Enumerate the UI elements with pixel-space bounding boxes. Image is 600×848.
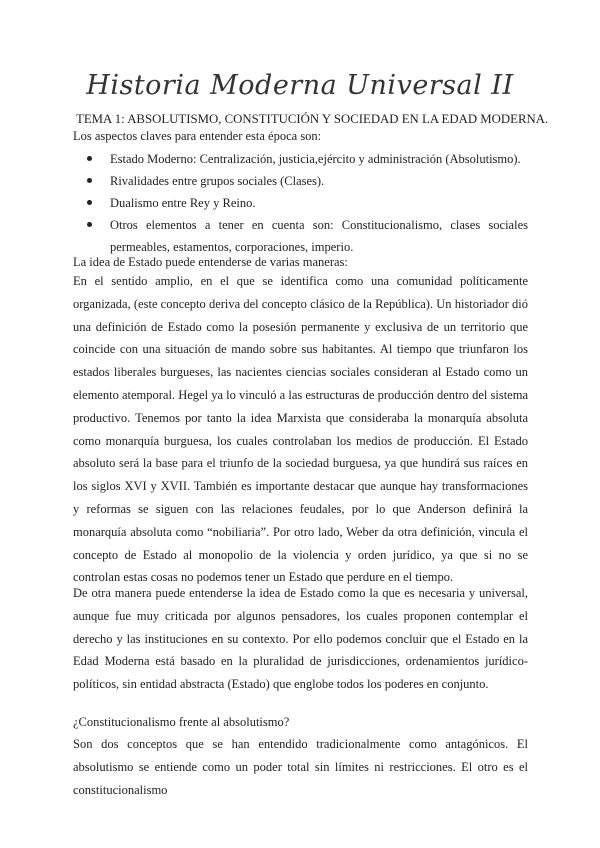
list-item [73, 170, 528, 192]
paragraph-constitutionalism: Son dos conceptos que se han entendido tradicionalmente como antagónicos. El absolutismo se entiende como un poder total sin límites ni restricciones. El otro es el constitucionalismo [73, 737, 528, 797]
list-item-text: Otros elementos a tener en cuenta son: Constitucionalismo, clases sociales permeables, estamentos, corporaciones, imperio. [110, 218, 528, 254]
list-item [73, 148, 528, 170]
intro-line: Los aspectos claves para entender esta época son: [73, 129, 322, 143]
key-aspects-list [73, 148, 528, 258]
paragraph-state-universal: De otra manera puede entenderse la idea de Estado como la que es necesaria y universal, aunque fue muy criticada por algunos pensadores, los cuales proponen contemplar el derecho y las instituciones en su contexto. Por ello podemos concluir que el Estado en la Edad Moderna está basado en la pluralidad de jurisdicciones, ordenamientos jurídico-políticos, sin entidad abstracta (Estado) que englobe todos los poderes en conjunto. [73, 586, 528, 692]
bullet-icon [87, 222, 92, 227]
list-item-text: Rivalidades entre grupos sociales (Clases). [110, 174, 325, 188]
list-item-text: Dualismo entre Rey y Reino. [110, 196, 256, 210]
document-title: Historia Moderna Universal II [86, 70, 514, 101]
bullet-icon [87, 156, 92, 161]
paragraph-state-definitions: En el sentido amplio, en el que se identifica como una comunidad políticamente organizada, (este concepto deriva del concepto clásico de la República). Un historiador dió una definición de Estado como la posesión permanente y exclusiva de un territorio que coincide con una situación de mando sobre sus habitantes. Al tiempo que triunfaron los estados liberales burgueses, las nacientes ciencias sociales consideran al Estado como un elemento atemporal. Hegel ya lo vinculó a las estructuras de producción dentro del sistema productivo. Tenemos por tanto la idea Marxista que consideraba la monarquía absoluta como monarquía burguesa, los cuales controlaban los medios de producción. El Estado absoluto será la base para el triunfo de la sociedad burguesa, ya que hundirá sus raíces en los siglos XVI y XVII. También es importante destacar que aunque hay transformaciones y reformas se siguen con las relaciones feudales, por lo que Anderson definirá la monarquía absoluta como “nobiliaria”. Por otro lado, Weber da otra definición, vincula el concepto de Estado al monopolio de la violencia y orden jurídico, ya que si no se controlan estas cosas no podemos tener un Estado que perdure en el tiempo. [73, 274, 528, 585]
list-item [73, 192, 528, 214]
bullet-icon [87, 178, 92, 183]
section-question: ¿Constitucionalismo frente al absolutismo? [73, 715, 290, 729]
list-item-text: Estado Moderno: Centralización, justicia,ejército y administración (Absolutismo). [110, 152, 521, 166]
topic-heading: TEMA 1: ABSOLUTISMO, CONSTITUCIÓN Y SOCIEDAD EN LA EDAD MODERNA. [76, 112, 549, 126]
bullet-icon [87, 200, 92, 205]
state-intro-line: La idea de Estado puede entenderse de varias maneras: [73, 255, 348, 269]
